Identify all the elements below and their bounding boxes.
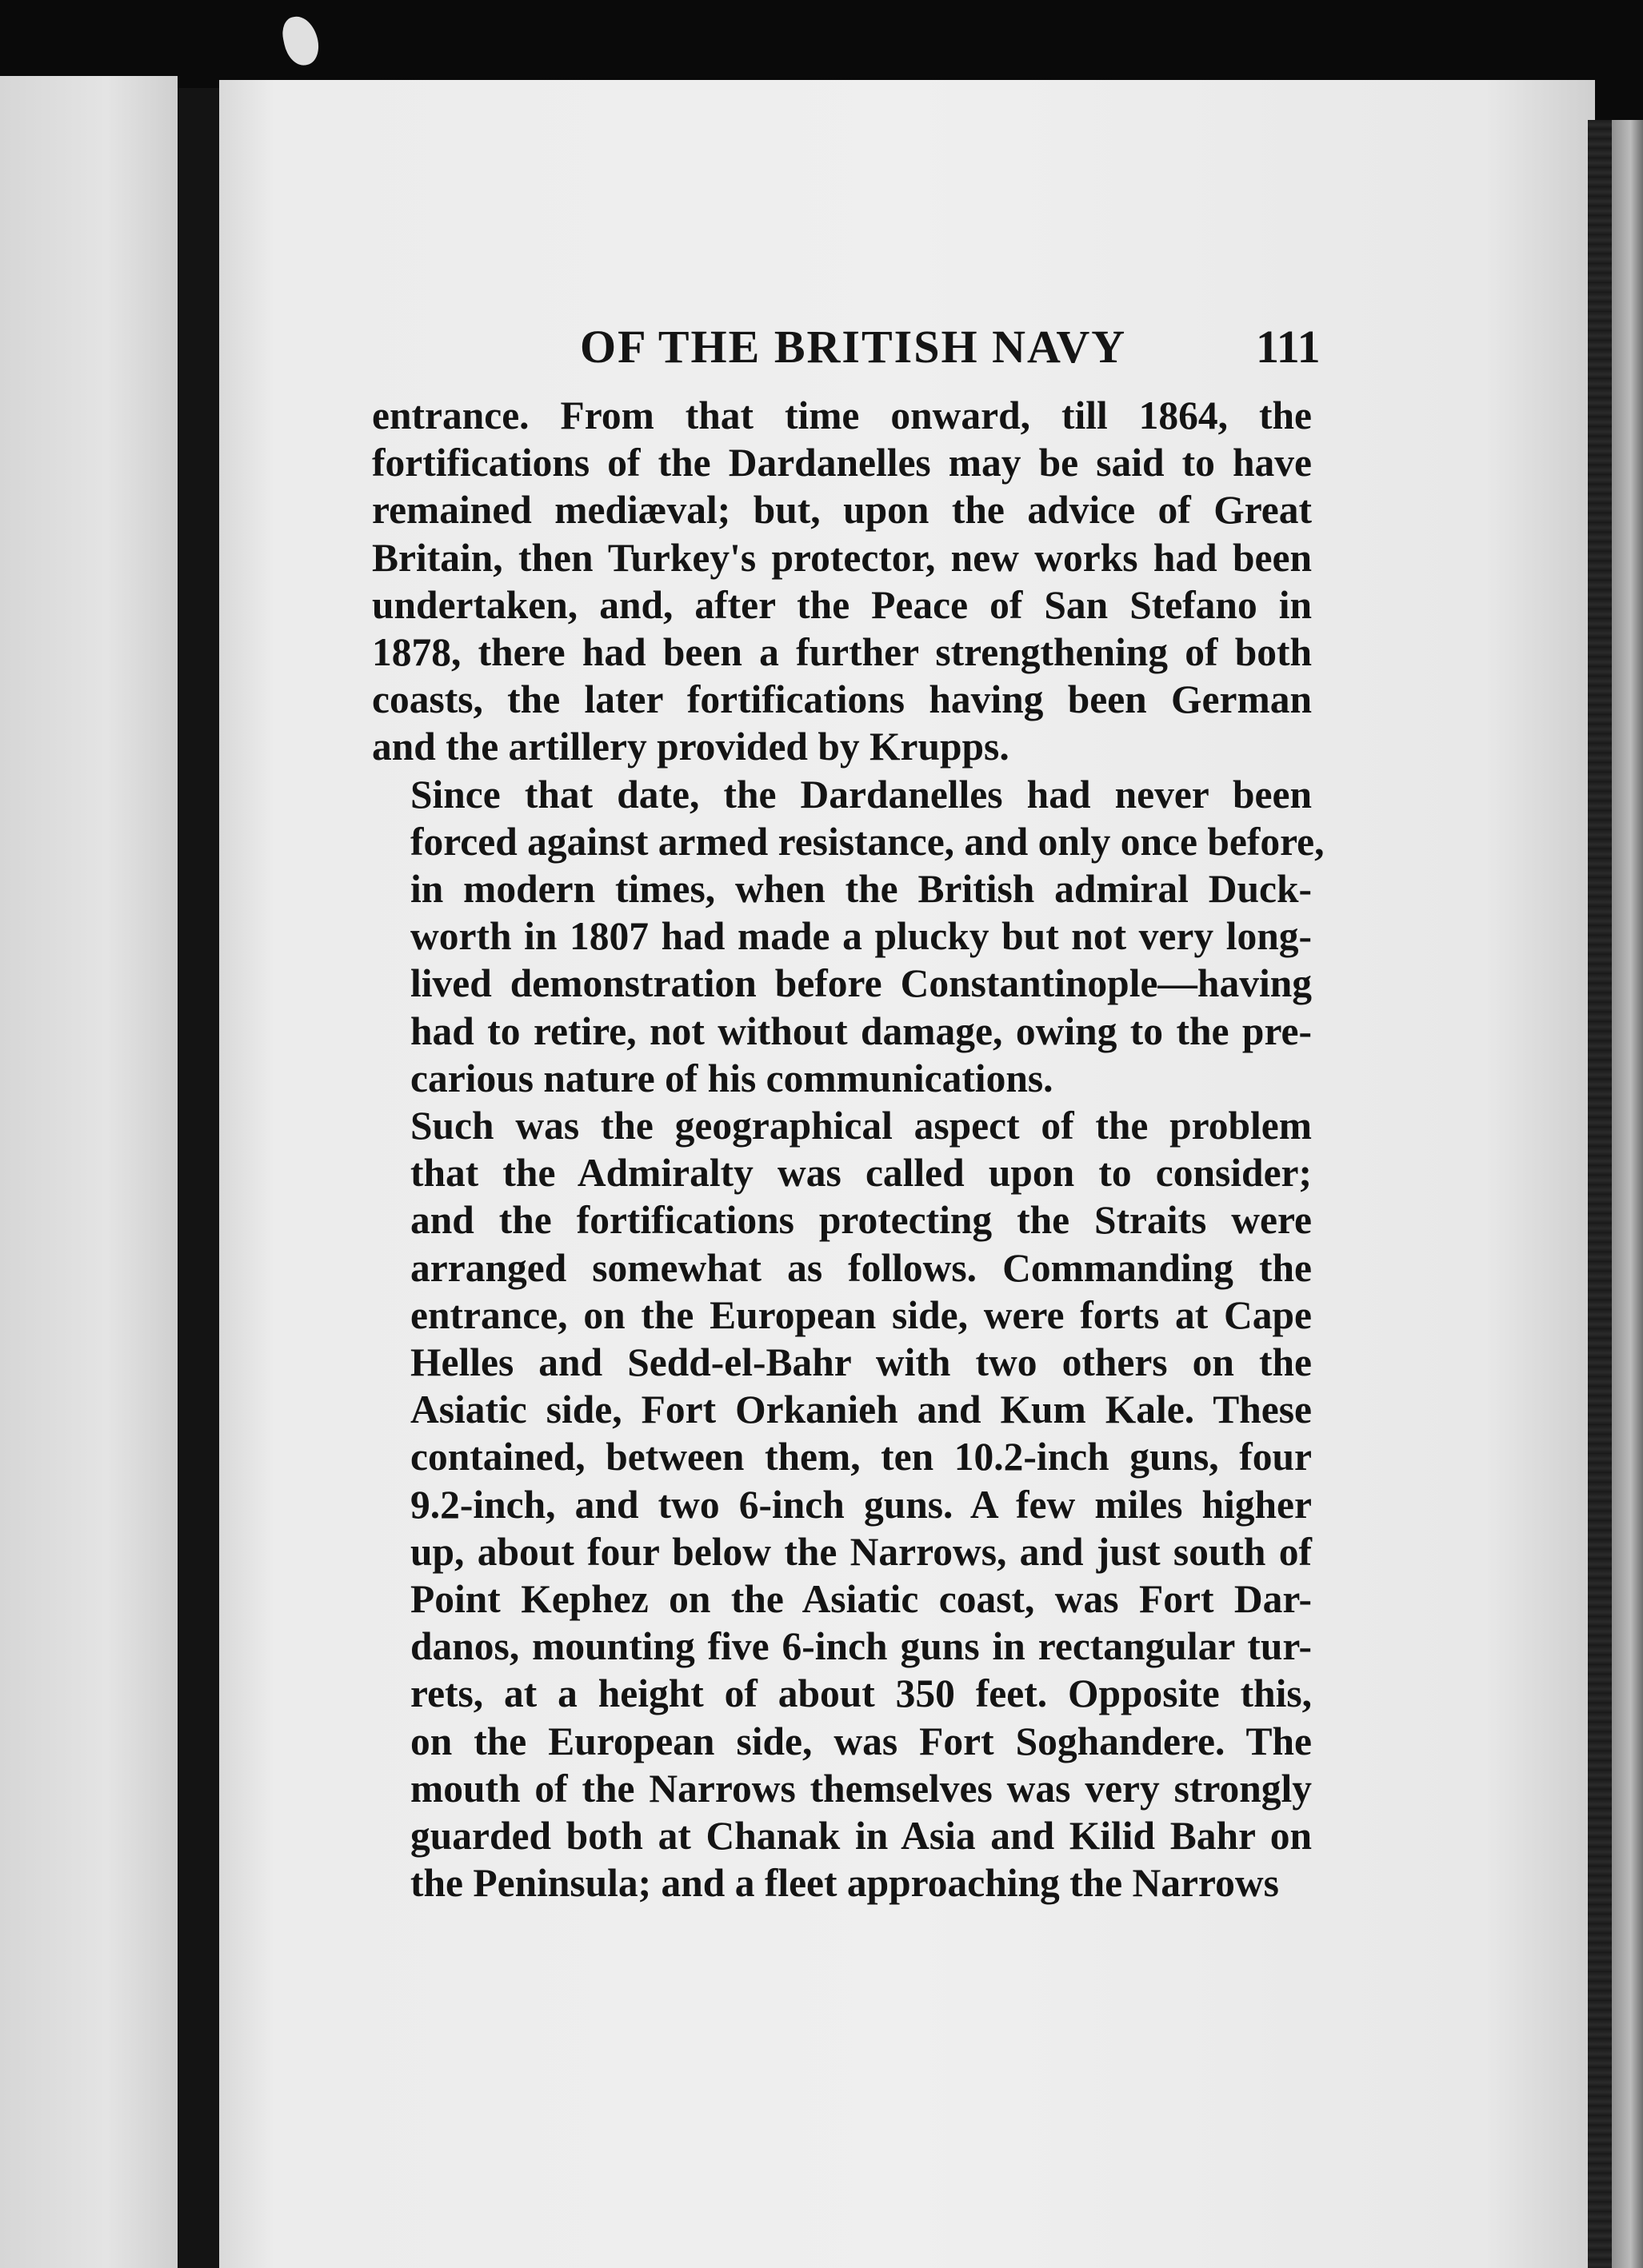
- text-line: danos, mounting five 6-inch guns in rectangular tur-: [410, 1624, 1312, 1669]
- text-line: and the fortifications protecting the Straits were: [410, 1198, 1312, 1243]
- text-line: carious nature of his communications.: [410, 1056, 1053, 1100]
- text-line: and the artillery provided by Krupps.: [372, 725, 1009, 769]
- text-line: Helles and Sedd-el-Bahr with two others on the: [410, 1340, 1312, 1385]
- text-line: had to retire, not without damage, owing to the pre-: [410, 1008, 1312, 1053]
- text-line: entrance, on the European side, were forts at Cape: [410, 1292, 1312, 1337]
- text-line: Asiatic side, Fort Orkanieh and Kum Kale. These: [410, 1388, 1312, 1432]
- text-line: lived demonstration before Constantinople—having: [410, 961, 1312, 1006]
- text-line: on the European side, was Fort Soghandere. The: [410, 1719, 1312, 1763]
- text-line: fortifications of the Dardanelles may be said to have: [372, 441, 1312, 485]
- scan-blemish: [279, 13, 322, 68]
- body-text: [372, 392, 1325, 1907]
- text-line: contained, between them, ten 10.2-inch guns, four: [410, 1435, 1312, 1479]
- text-line: Such was the geographical aspect of the problem: [410, 1104, 1312, 1148]
- text-line: guarded both at Chanak in Asia and Kilid Bahr on: [410, 1814, 1312, 1859]
- text-line: entrance. From that time onward, till 1864, the: [372, 393, 1312, 437]
- text-line: coasts, the later fortifications having been German: [372, 677, 1312, 722]
- text-line: Since that date, the Dardanelles had never been: [410, 772, 1312, 817]
- text-line: rets, at a height of about 350 feet. Opposite this,: [410, 1671, 1312, 1716]
- text-line: the Peninsula; and a fleet approaching the Narrows: [410, 1861, 1279, 1906]
- text-line: in modern times, when the British admiral Duck-: [410, 867, 1312, 912]
- paragraph: [372, 1102, 1312, 1907]
- text-line: undertaken, and, after the Peace of San Stefano in: [372, 582, 1312, 627]
- running-title: OF THE BRITISH NAVY: [580, 321, 1127, 373]
- page-number: 111: [1256, 321, 1321, 373]
- text-line: mouth of the Narrows themselves was very strongly: [410, 1766, 1312, 1811]
- text-line: up, about four below the Narrows, and just south of: [410, 1529, 1312, 1574]
- text-line: 1878, there had been a further strengthening of both: [372, 630, 1312, 675]
- book-binding: [178, 88, 219, 2268]
- running-header: [580, 320, 1643, 392]
- text-line: that the Admiralty was called upon to consider;: [410, 1151, 1312, 1196]
- text-line: Britain, then Turkey's protector, new works had been: [372, 535, 1312, 580]
- text-line: worth in 1807 had made a plucky but not very long-: [410, 914, 1312, 959]
- facing-page-edge: [0, 76, 178, 2268]
- page-edge-light: [1612, 120, 1643, 2268]
- page-edge-dark: [1588, 120, 1612, 2268]
- text-line: 9.2-inch, and two 6-inch guns. A few miles higher: [410, 1482, 1312, 1527]
- paragraph: [372, 392, 1312, 771]
- paragraph: [372, 771, 1325, 1102]
- text-line: forced against armed resistance, and only once before,: [410, 819, 1325, 864]
- text-line: remained mediæval; but, upon the advice of Great: [372, 488, 1312, 533]
- text-line: Point Kephez on the Asiatic coast, was Fort Dar-: [410, 1577, 1312, 1622]
- text-line: arranged somewhat as follows. Commanding the: [410, 1245, 1312, 1290]
